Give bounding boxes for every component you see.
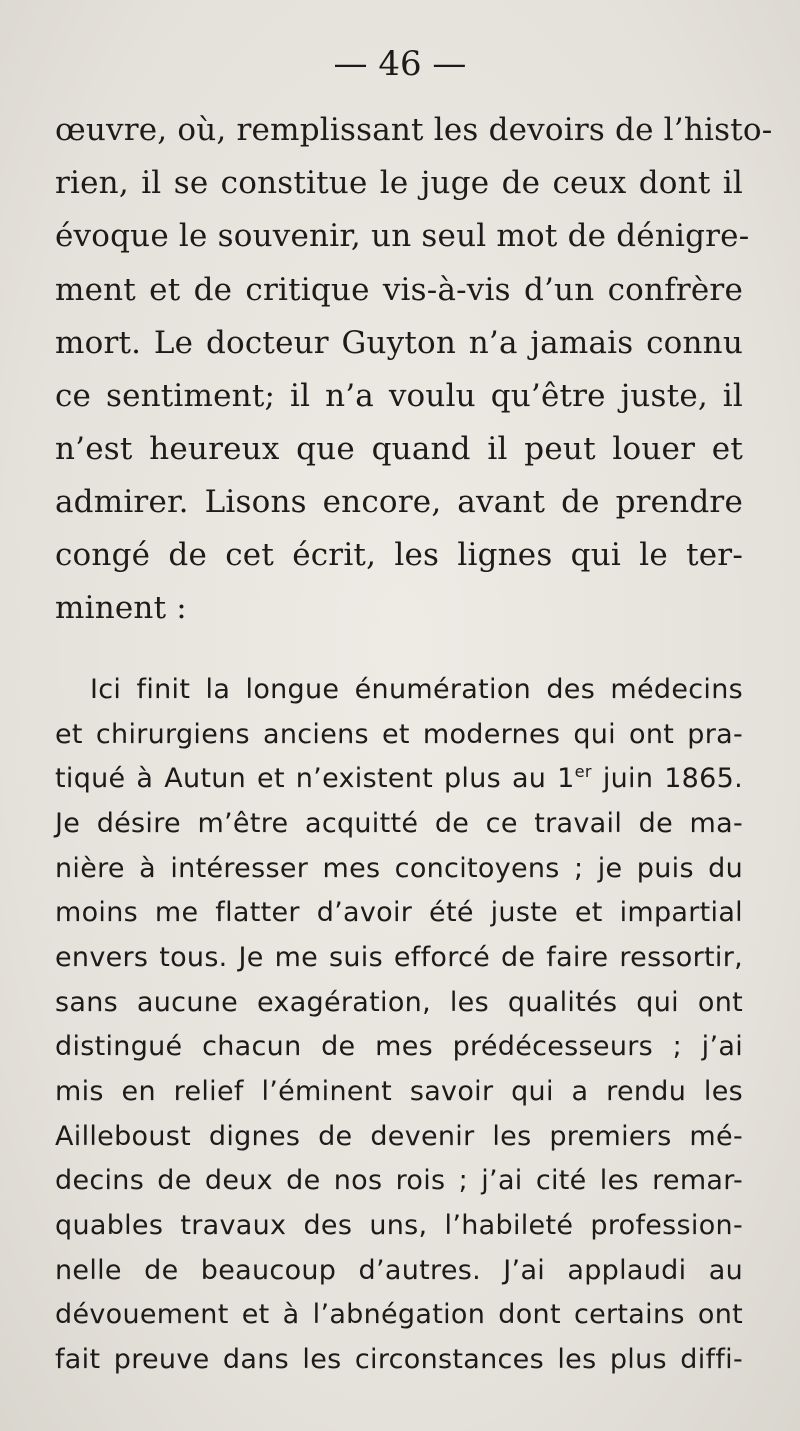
text-line: Ici finit la longue énumération des médecins <box>90 674 743 705</box>
text-line <box>55 761 743 797</box>
text-line: moins me flatter d’avoir été juste et impartial <box>55 897 743 928</box>
text-line: œuvre, où, remplissant les devoirs de l’histo- <box>55 112 773 148</box>
text-line: sans aucune exagération, les qualités qui ont <box>55 987 743 1018</box>
text-line: évoque le souvenir, un seul mot de dénigre- <box>55 218 750 254</box>
text-line: fait preuve dans les circonstances les plus diffi- <box>55 1344 743 1375</box>
text-line: rien, il se constitue le juge de ceux dont il <box>55 165 743 201</box>
page-number: — 46 — <box>333 44 467 84</box>
text-line: decins de deux de nos rois ; j’ai cité les remar- <box>55 1165 743 1196</box>
text-line: et chirurgiens anciens et modernes qui ont pra- <box>55 719 743 750</box>
text-line: minent : <box>55 590 187 626</box>
text-line: admirer. Lisons encore, avant de prendre <box>55 484 743 520</box>
text-line: Ailleboust dignes de devenir les premiers mé- <box>55 1121 743 1152</box>
text-line: n’est heureux que quand il peut louer et <box>55 431 743 467</box>
ordinal-superscript: er <box>574 762 592 781</box>
text-line: Je désire m’être acquitté de ce travail de ma- <box>55 808 743 839</box>
text-line: envers tous. Je me suis efforcé de faire ressortir, <box>55 942 743 973</box>
text-line: mort. Le docteur Guyton n’a jamais connu <box>55 325 743 361</box>
text-segment: juin 1865. <box>591 763 743 794</box>
text-line: nière à intéresser mes concitoyens ; je puis du <box>55 853 743 884</box>
text-line: mis en relief l’éminent savoir qui a rendu les <box>55 1076 743 1107</box>
text-line: quables travaux des uns, l’habileté profession- <box>55 1210 743 1241</box>
text-segment: tiqué à Autun et n’existent plus au 1 <box>55 763 575 794</box>
text-line: ce sentiment; il n’a voulu qu’être juste, il <box>55 378 743 414</box>
text-line: dévouement et à l’abnégation dont certains ont <box>55 1299 743 1330</box>
text-line: congé de cet écrit, les lignes qui le ter- <box>55 537 743 573</box>
text-line: nelle de beaucoup d’autres. J’ai applaudi au <box>55 1255 743 1286</box>
text-line: ment et de critique vis-à-vis d’un confrère <box>55 272 743 308</box>
text-line: distingué chacun de mes prédécesseurs ; j’ai <box>55 1031 743 1062</box>
